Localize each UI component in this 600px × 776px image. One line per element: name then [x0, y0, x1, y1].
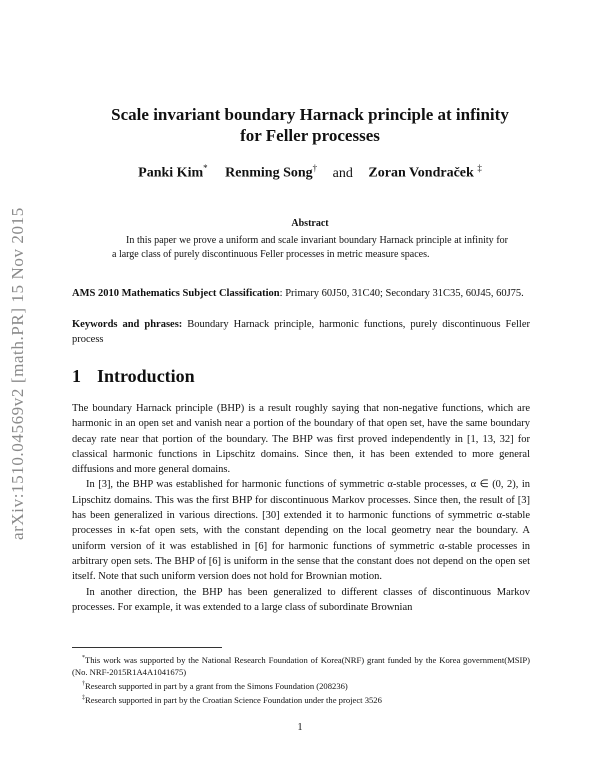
- msc-label: AMS 2010 Mathematics Subject Classification: [72, 288, 280, 299]
- footnote-2-mark: †: [82, 680, 85, 687]
- paragraph-3: In another direction, the BHP has been generalized to different classes of discontinuous Markov processes. For example, it was extended to a large class of subordinate Brownian: [72, 586, 530, 613]
- author-connector: and: [332, 165, 353, 181]
- keywords-text: Boundary Harnack principle, harmonic functions, purely discontinuous Feller process: [72, 319, 530, 345]
- footnote-1-mark: *: [82, 655, 85, 661]
- section-title: Introduction: [97, 366, 195, 386]
- paragraph-1: The boundary Harnack principle (BHP) is a result roughly saying that non-negative functions, which are harmonic in an open set and vanish near a portion of the boundary of that open set, have the same boundary decay rate near that portion of the boundary. The BHP was first proved independently in [1, 13, 32] for classical harmonic functions in Lipschitz domains. Since then, it has been extended to more general diffusions and more general domains.: [72, 403, 530, 476]
- page-number: 1: [297, 722, 303, 733]
- author-list: [70, 163, 550, 182]
- keywords: [72, 317, 530, 347]
- title-line-1: Scale invariant boundary Harnack principle at infinity: [111, 105, 509, 124]
- author-song-footnote-mark: †: [312, 163, 318, 173]
- abstract-body: In this paper we prove a uniform and scale invariant boundary Harnack principle at infinity for a large class of purely discontinuous Feller processes in metric measure spaces.: [112, 235, 508, 260]
- footnote-2-text: Research supported in part by a grant from the Simons Foundation (208236): [85, 680, 348, 691]
- footnotes: [72, 652, 530, 706]
- section-number: 1: [72, 366, 81, 386]
- introduction-body: [72, 401, 530, 615]
- footnote-3: [72, 692, 530, 706]
- footnote-1-text: This work was supported by the National Research Foundation of Korea(NRF) grant funded by the Korea government(MSIP) (No. NRF-2015R1A4A1041675): [72, 654, 530, 677]
- arxiv-identifier-stamp: arXiv:1510.04569v2 [math.PR] 15 Nov 2015: [8, 207, 27, 540]
- footnote-2: [72, 678, 530, 692]
- paragraph-2: In [3], the BHP was established for harmonic functions of symmetric α-stable processes, α ∈ (0, 2), in Lipschitz domains. This was the first BHP for discontinuous Markov processes. Since then, the result of [3] has been generalized in various directions. [30] extended it to harmonic functions of symmetric α-stable processes in κ-fat open sets, with the constant depending on the local geometry near the boundary. A uniform version of it was established in [6] for harmonic functions of symmetric α-stable processes in arbitrary open sets. The BHP of [6] is uniform in the sense that the constant does not depend on the open set itself. Note that such uniform version does not hold for Brownian motion.: [72, 479, 530, 583]
- footnote-divider: [72, 647, 222, 648]
- paper-title: [70, 104, 550, 146]
- author-vondracek: Zoran Vondraček: [368, 165, 474, 181]
- msc-codes: : Primary 60J50, 31C40; Secondary 31C35, 60J45, 60J75.: [279, 288, 524, 299]
- abstract-heading: Abstract: [291, 218, 329, 229]
- author-kim: Panki Kim: [138, 165, 204, 181]
- author-kim-footnote-mark: *: [203, 163, 208, 173]
- footnote-1: [72, 652, 530, 678]
- section-heading-introduction: [72, 366, 195, 387]
- footnote-3-text: Research supported in part by the Croatian Science Foundation under the project 3526: [85, 694, 382, 705]
- msc-classification: [72, 286, 530, 301]
- keywords-label: Keywords and phrases:: [72, 319, 183, 330]
- author-vondracek-footnote-mark: ‡: [477, 163, 482, 173]
- author-song: Renming Song: [225, 165, 313, 181]
- title-line-2: for Feller processes: [240, 126, 380, 145]
- footnote-3-mark: ‡: [82, 694, 85, 701]
